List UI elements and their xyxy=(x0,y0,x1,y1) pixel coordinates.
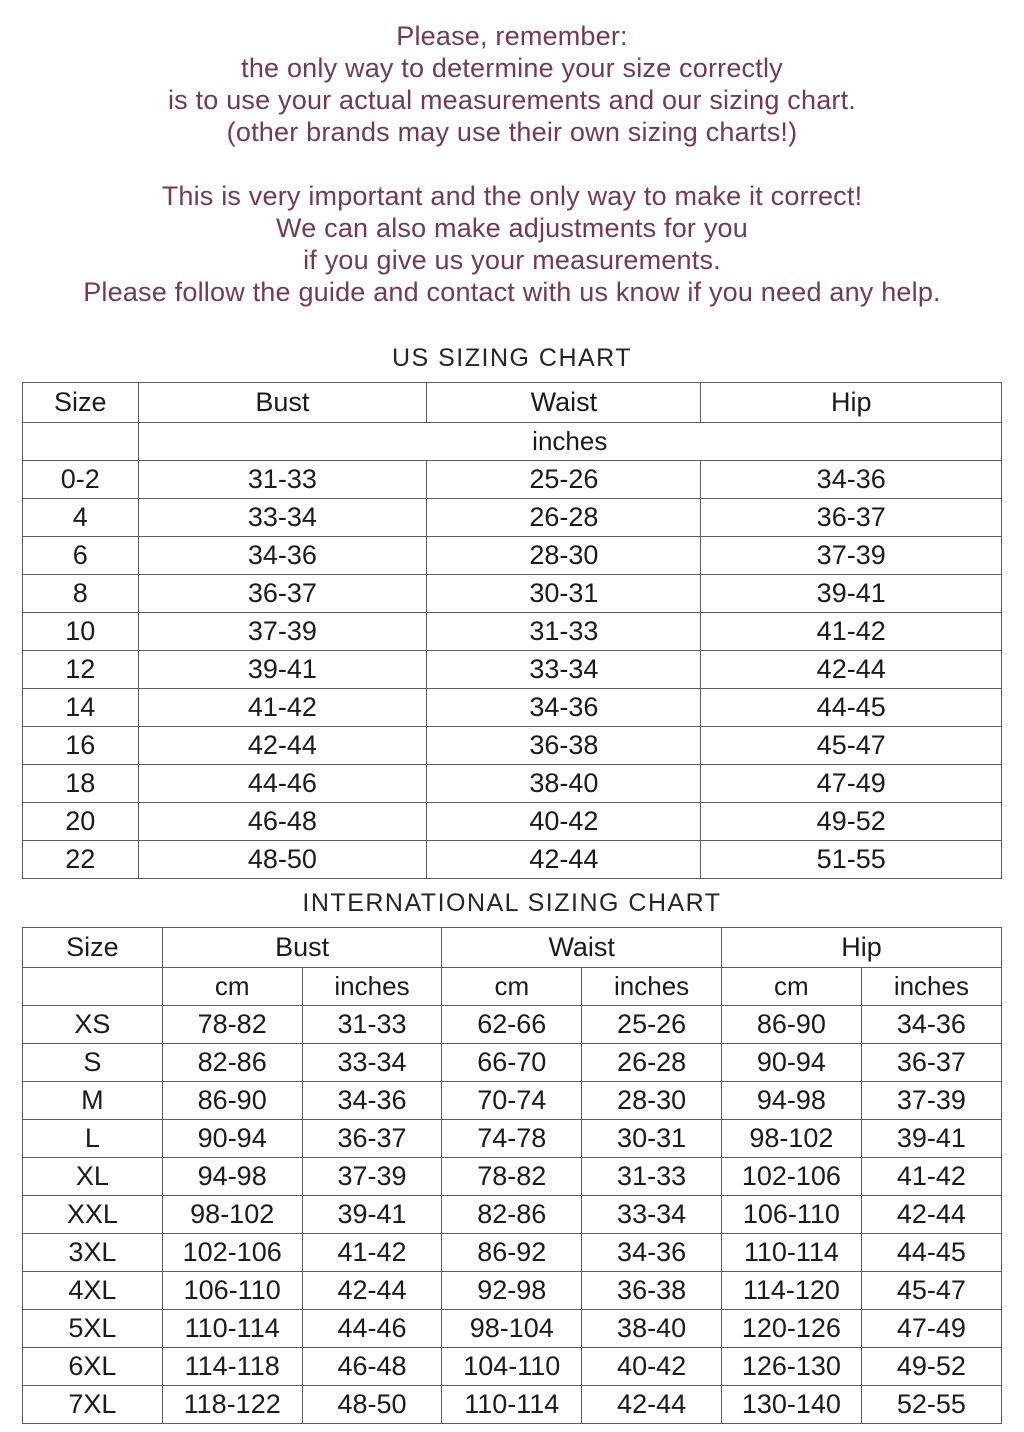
us-header-row xyxy=(23,383,1002,423)
size-value-cell: 39-41 xyxy=(861,1120,1001,1158)
size-value-cell: 90-94 xyxy=(162,1120,302,1158)
size-value-cell: 40-42 xyxy=(427,803,701,841)
table-row xyxy=(23,727,1002,765)
size-value-cell: 34-36 xyxy=(427,689,701,727)
size-value-cell: 7XL xyxy=(23,1386,163,1424)
intl-chart-title: INTERNATIONAL SIZING CHART xyxy=(302,889,722,917)
size-value-cell: 28-30 xyxy=(582,1082,722,1120)
size-value-cell: 39-41 xyxy=(701,575,1002,613)
size-value-cell: 22 xyxy=(23,841,139,879)
table-row xyxy=(23,1044,1002,1082)
table-row xyxy=(23,841,1002,879)
size-value-cell: 4 xyxy=(23,499,139,537)
size-value-cell: 106-110 xyxy=(721,1196,861,1234)
size-value-cell: 36-37 xyxy=(701,499,1002,537)
size-value-cell: 18 xyxy=(23,765,139,803)
size-value-cell: 44-45 xyxy=(861,1234,1001,1272)
table-row xyxy=(23,613,1002,651)
size-value-cell: 94-98 xyxy=(162,1158,302,1196)
size-value-cell: 37-39 xyxy=(861,1082,1001,1120)
size-value-cell: 45-47 xyxy=(861,1272,1001,1310)
size-value-cell: XS xyxy=(23,1006,163,1044)
size-value-cell: 42-44 xyxy=(302,1272,442,1310)
table-row xyxy=(23,1082,1002,1120)
size-value-cell: 38-40 xyxy=(582,1310,722,1348)
size-value-cell: 40-42 xyxy=(582,1348,722,1386)
table-row xyxy=(23,537,1002,575)
size-value-cell: 49-52 xyxy=(861,1348,1001,1386)
intro-paragraph-2 xyxy=(0,180,1024,308)
size-value-cell: L xyxy=(23,1120,163,1158)
size-value-cell: 78-82 xyxy=(442,1158,582,1196)
size-value-cell: 86-92 xyxy=(442,1234,582,1272)
column-header-size: Size xyxy=(23,928,163,968)
size-value-cell: 36-37 xyxy=(138,575,427,613)
size-value-cell: 86-90 xyxy=(162,1082,302,1120)
unit-cell-inches: inches xyxy=(302,968,442,1006)
size-value-cell: 42-44 xyxy=(701,651,1002,689)
size-value-cell: 47-49 xyxy=(861,1310,1001,1348)
size-value-cell: 110-114 xyxy=(442,1386,582,1424)
size-value-cell: 47-49 xyxy=(701,765,1002,803)
size-value-cell: 37-39 xyxy=(701,537,1002,575)
size-value-cell: 34-36 xyxy=(138,537,427,575)
size-value-cell: 66-70 xyxy=(442,1044,582,1082)
size-value-cell: 26-28 xyxy=(427,499,701,537)
intl-table-body xyxy=(23,1006,1002,1424)
size-value-cell: 86-90 xyxy=(721,1006,861,1044)
column-header-waist: Waist xyxy=(442,928,722,968)
empty-cell xyxy=(23,968,163,1006)
size-value-cell: S xyxy=(23,1044,163,1082)
unit-cell-cm: cm xyxy=(442,968,582,1006)
intro-paragraph-1 xyxy=(0,20,1024,148)
unit-cell-cm: cm xyxy=(162,968,302,1006)
unit-cell-cm: cm xyxy=(721,968,861,1006)
size-value-cell: 49-52 xyxy=(701,803,1002,841)
table-row xyxy=(23,1006,1002,1044)
size-value-cell: 30-31 xyxy=(427,575,701,613)
empty-cell xyxy=(23,423,139,461)
size-value-cell: 42-44 xyxy=(861,1196,1001,1234)
size-value-cell: 33-34 xyxy=(582,1196,722,1234)
intro-line: if you give us your measurements. xyxy=(303,245,721,275)
size-value-cell: 44-46 xyxy=(302,1310,442,1348)
size-value-cell: M xyxy=(23,1082,163,1120)
column-header-bust: Bust xyxy=(162,928,442,968)
intro-line: the only way to determine your size correctly xyxy=(241,53,783,83)
intl-sizing-table xyxy=(22,927,1002,1424)
table-row xyxy=(23,575,1002,613)
size-value-cell: 34-36 xyxy=(861,1006,1001,1044)
size-value-cell: 31-33 xyxy=(138,461,427,499)
size-value-cell: 36-38 xyxy=(582,1272,722,1310)
size-value-cell: 41-42 xyxy=(138,689,427,727)
size-value-cell: 33-34 xyxy=(138,499,427,537)
column-header-size: Size xyxy=(23,383,139,423)
us-sizing-table xyxy=(22,382,1002,879)
size-value-cell: 94-98 xyxy=(721,1082,861,1120)
size-value-cell: 31-33 xyxy=(427,613,701,651)
table-row xyxy=(23,1234,1002,1272)
intl-header-row xyxy=(23,928,1002,968)
intro-line: Please follow the guide and contact with us know if you need any help. xyxy=(83,277,941,307)
size-value-cell: XXL xyxy=(23,1196,163,1234)
size-value-cell: 33-34 xyxy=(427,651,701,689)
size-value-cell: 34-36 xyxy=(302,1082,442,1120)
size-value-cell: 48-50 xyxy=(302,1386,442,1424)
size-value-cell: 39-41 xyxy=(302,1196,442,1234)
unit-cell-inches: inches xyxy=(582,968,722,1006)
table-row xyxy=(23,461,1002,499)
size-value-cell: 82-86 xyxy=(442,1196,582,1234)
size-value-cell: 25-26 xyxy=(582,1006,722,1044)
size-value-cell: 104-110 xyxy=(442,1348,582,1386)
size-value-cell: 41-42 xyxy=(302,1234,442,1272)
size-value-cell: 5XL xyxy=(23,1310,163,1348)
column-header-hip: Hip xyxy=(721,928,1001,968)
column-header-hip: Hip xyxy=(701,383,1002,423)
us-chart-title: US SIZING CHART xyxy=(391,344,633,372)
size-value-cell: 98-102 xyxy=(162,1196,302,1234)
intro-line: (other brands may use their own sizing charts!) xyxy=(226,117,798,147)
size-value-cell: 38-40 xyxy=(427,765,701,803)
size-value-cell: 78-82 xyxy=(162,1006,302,1044)
size-value-cell: 37-39 xyxy=(302,1158,442,1196)
table-row xyxy=(23,1386,1002,1424)
size-value-cell: 26-28 xyxy=(582,1044,722,1082)
size-value-cell: 39-41 xyxy=(138,651,427,689)
size-value-cell: 30-31 xyxy=(582,1120,722,1158)
size-value-cell: 52-55 xyxy=(861,1386,1001,1424)
size-value-cell: XL xyxy=(23,1158,163,1196)
table-row xyxy=(23,651,1002,689)
size-value-cell: 16 xyxy=(23,727,139,765)
size-value-cell: 36-37 xyxy=(861,1044,1001,1082)
size-value-cell: 114-120 xyxy=(721,1272,861,1310)
size-value-cell: 12 xyxy=(23,651,139,689)
size-value-cell: 14 xyxy=(23,689,139,727)
unit-cell-inches: inches xyxy=(138,423,1001,461)
size-value-cell: 20 xyxy=(23,803,139,841)
size-value-cell: 41-42 xyxy=(861,1158,1001,1196)
size-value-cell: 31-33 xyxy=(582,1158,722,1196)
size-value-cell: 6XL xyxy=(23,1348,163,1386)
size-value-cell: 31-33 xyxy=(302,1006,442,1044)
size-value-cell: 46-48 xyxy=(302,1348,442,1386)
size-value-cell: 8 xyxy=(23,575,139,613)
us-table-body xyxy=(23,461,1002,879)
size-value-cell: 130-140 xyxy=(721,1386,861,1424)
size-value-cell: 34-36 xyxy=(701,461,1002,499)
intro-line: This is very important and the only way to make it correct! xyxy=(161,181,863,211)
size-value-cell: 33-34 xyxy=(302,1044,442,1082)
table-row xyxy=(23,1272,1002,1310)
size-value-cell: 0-2 xyxy=(23,461,139,499)
table-row xyxy=(23,1120,1002,1158)
size-value-cell: 37-39 xyxy=(138,613,427,651)
intro-line: is to use your actual measurements and our sizing chart. xyxy=(167,85,857,115)
size-value-cell: 25-26 xyxy=(427,461,701,499)
table-row xyxy=(23,803,1002,841)
size-value-cell: 70-74 xyxy=(442,1082,582,1120)
unit-cell-inches: inches xyxy=(861,968,1001,1006)
table-row xyxy=(23,765,1002,803)
size-value-cell: 82-86 xyxy=(162,1044,302,1082)
size-value-cell: 41-42 xyxy=(701,613,1002,651)
size-value-cell: 118-122 xyxy=(162,1386,302,1424)
column-header-waist: Waist xyxy=(427,383,701,423)
size-value-cell: 90-94 xyxy=(721,1044,861,1082)
size-value-cell: 110-114 xyxy=(162,1310,302,1348)
size-value-cell: 98-102 xyxy=(721,1120,861,1158)
intro-line: We can also make adjustments for you xyxy=(276,213,748,243)
size-value-cell: 36-38 xyxy=(427,727,701,765)
size-value-cell: 3XL xyxy=(23,1234,163,1272)
table-row xyxy=(23,1196,1002,1234)
size-value-cell: 120-126 xyxy=(721,1310,861,1348)
size-value-cell: 36-37 xyxy=(302,1120,442,1158)
size-value-cell: 51-55 xyxy=(701,841,1002,879)
size-value-cell: 62-66 xyxy=(442,1006,582,1044)
size-value-cell: 110-114 xyxy=(721,1234,861,1272)
size-value-cell: 44-46 xyxy=(138,765,427,803)
size-value-cell: 42-44 xyxy=(582,1386,722,1424)
size-value-cell: 98-104 xyxy=(442,1310,582,1348)
size-value-cell: 34-36 xyxy=(582,1234,722,1272)
size-value-cell: 102-106 xyxy=(162,1234,302,1272)
size-value-cell: 10 xyxy=(23,613,139,651)
size-value-cell: 44-45 xyxy=(701,689,1002,727)
size-value-cell: 45-47 xyxy=(701,727,1002,765)
size-value-cell: 48-50 xyxy=(138,841,427,879)
size-value-cell: 42-44 xyxy=(138,727,427,765)
intro-line: Please, remember: xyxy=(396,21,628,51)
us-unit-row xyxy=(23,423,1002,461)
size-value-cell: 28-30 xyxy=(427,537,701,575)
intl-unit-row xyxy=(23,968,1002,1006)
intro-text-block xyxy=(0,0,1024,308)
size-value-cell: 6 xyxy=(23,537,139,575)
size-value-cell: 42-44 xyxy=(427,841,701,879)
table-row xyxy=(23,499,1002,537)
size-value-cell: 126-130 xyxy=(721,1348,861,1386)
size-value-cell: 106-110 xyxy=(162,1272,302,1310)
size-value-cell: 74-78 xyxy=(442,1120,582,1158)
table-row xyxy=(23,1348,1002,1386)
size-value-cell: 92-98 xyxy=(442,1272,582,1310)
table-row xyxy=(23,689,1002,727)
size-value-cell: 4XL xyxy=(23,1272,163,1310)
size-value-cell: 114-118 xyxy=(162,1348,302,1386)
table-row xyxy=(23,1158,1002,1196)
size-value-cell: 102-106 xyxy=(721,1158,861,1196)
table-row xyxy=(23,1310,1002,1348)
column-header-bust: Bust xyxy=(138,383,427,423)
size-value-cell: 46-48 xyxy=(138,803,427,841)
